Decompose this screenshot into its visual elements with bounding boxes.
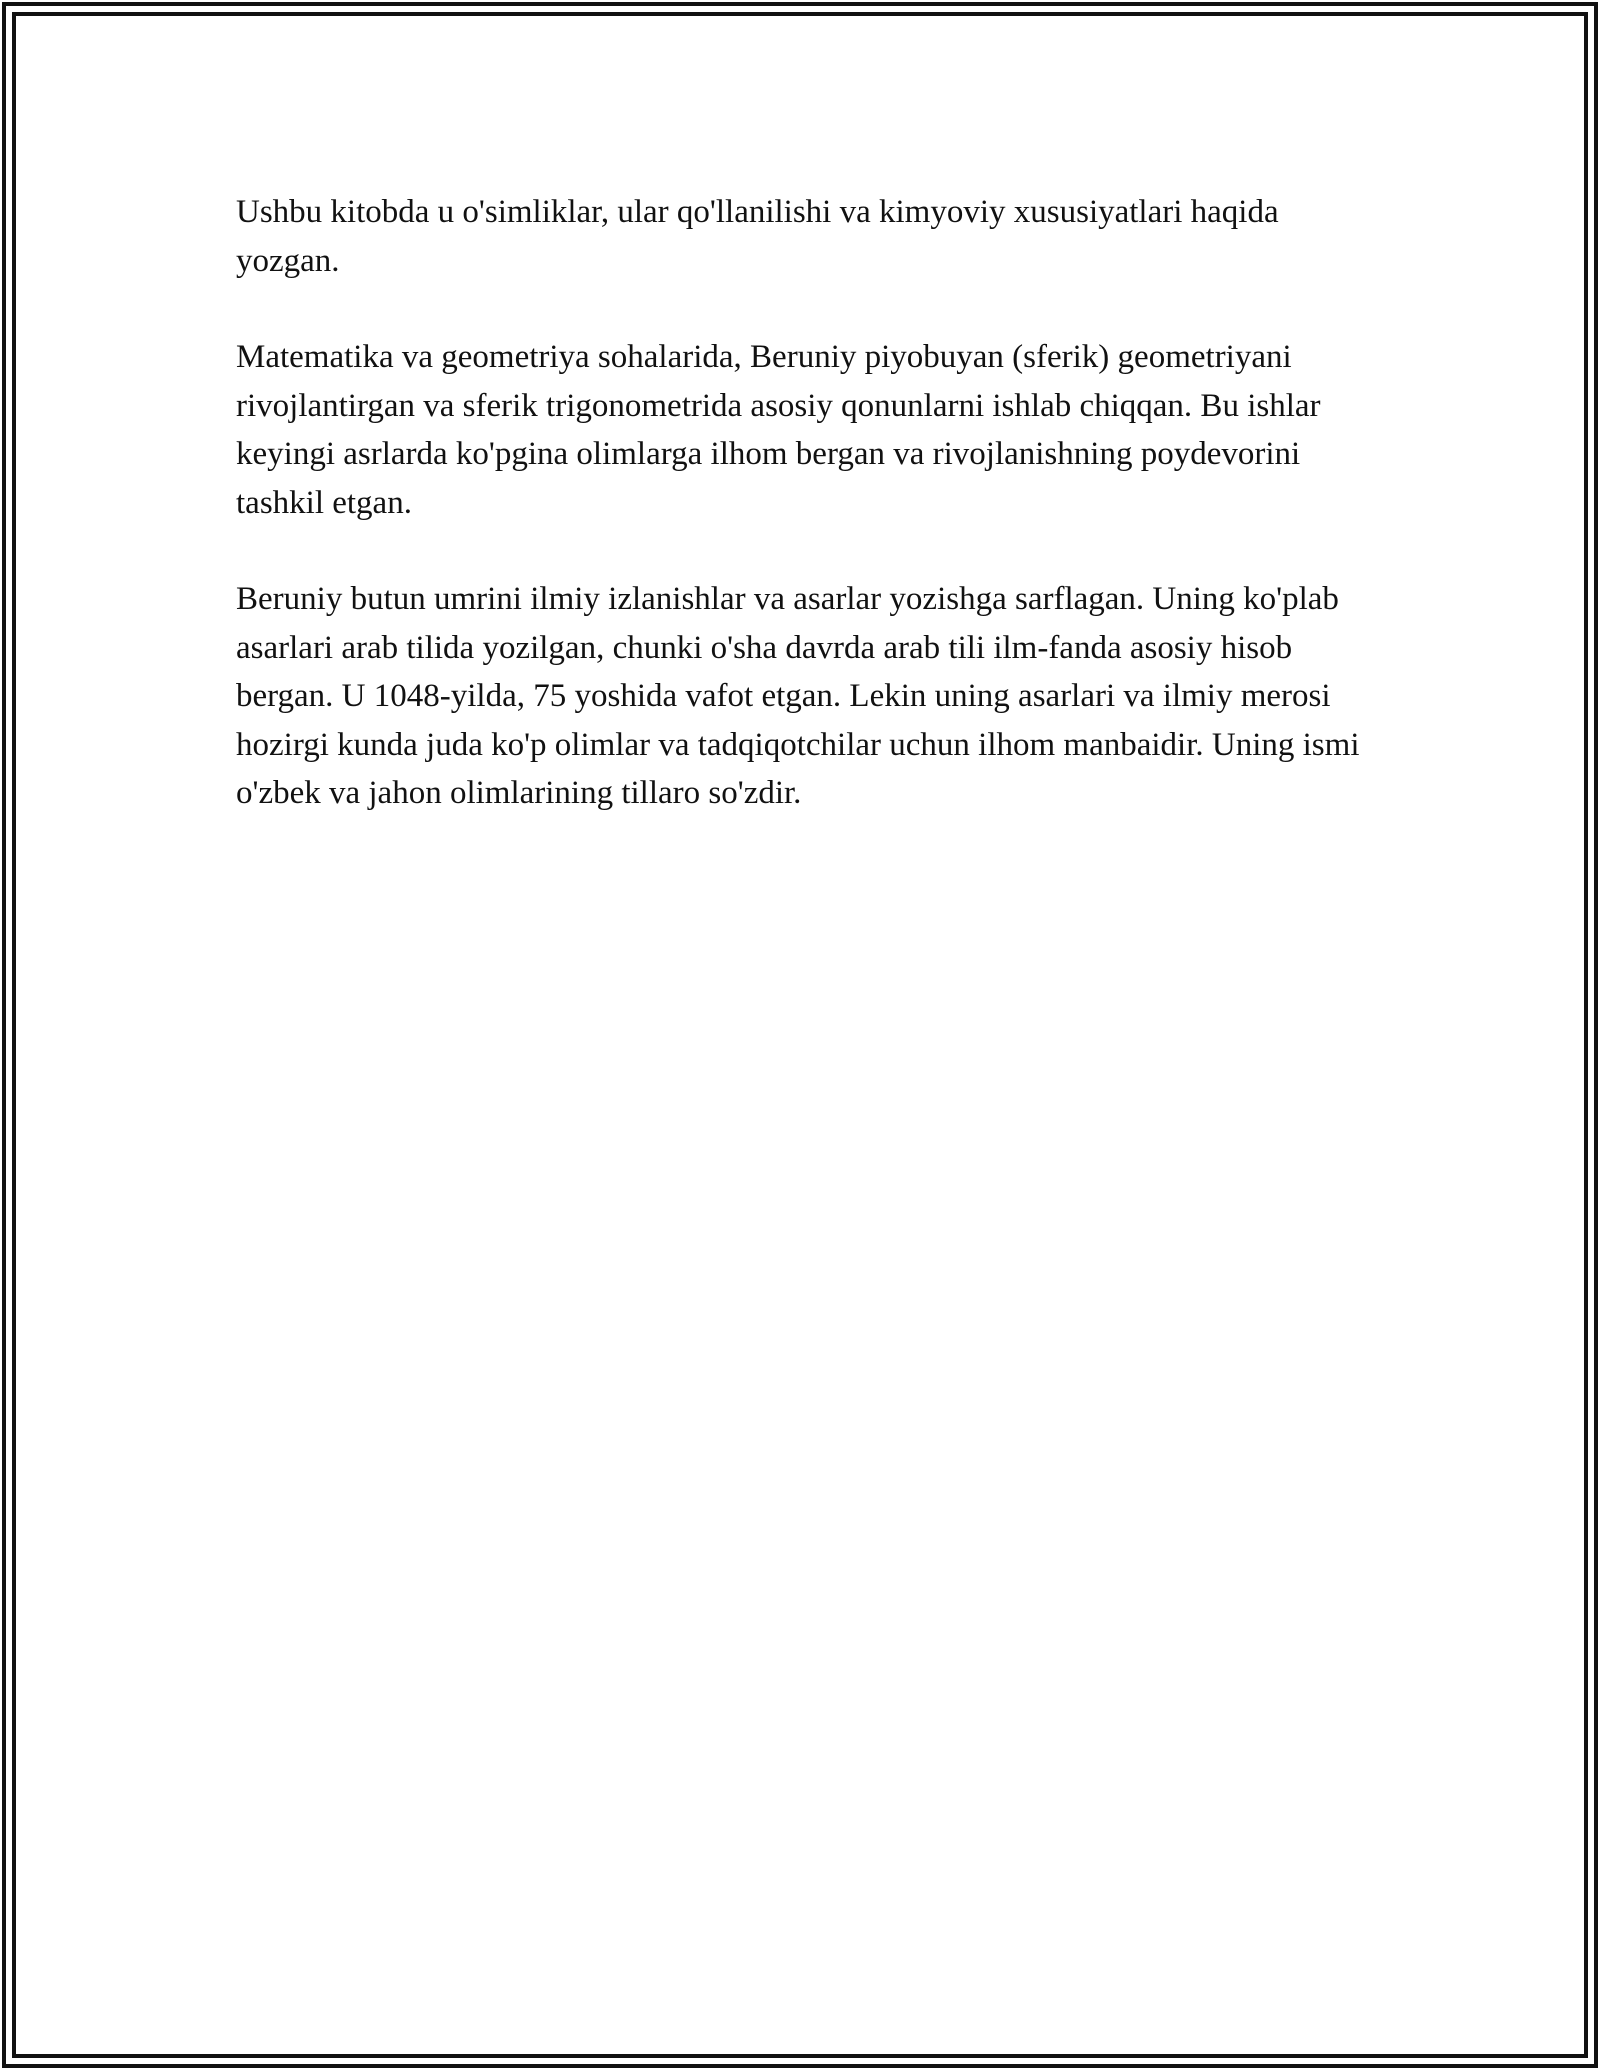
document-body bbox=[236, 188, 1386, 866]
paragraph-biography: Beruniy butun umrini ilmiy izlanishlar va asarlar yozishga sarflagan. Uning ko'plab asarlari arab tilida yozilgan, chunki o'sha davrda arab tili ilm-fanda asosiy hisob bergan. U 1048-yilda, 75 yoshida vafot etgan. Lekin uning asarlari va ilmiy merosi hozirgi kunda juda ko'p olimlar va tadqiqotchilar uchun ilhom manbaidir. Uning ismi o'zbek va jahon olimlarining tillaro so'zdir. bbox=[236, 581, 1360, 811]
paragraph-plants: Ushbu kitobda u o'simliklar, ular qo'llanilishi va kimyoviy xususiyatlari haqida yozgan. bbox=[236, 194, 1279, 279]
paragraph-mathematics: Matematika va geometriya sohalarida, Beruniy piyobuyan (sferik) geometriyani rivojlantirgan va sferik trigonometrida asosiy qonunlarni ishlab chiqqan. Bu ishlar keyingi asrlarda ko'pgina olimlarga ilhom bergan va rivojlanishning poydevorini tashkil etgan. bbox=[236, 339, 1321, 521]
